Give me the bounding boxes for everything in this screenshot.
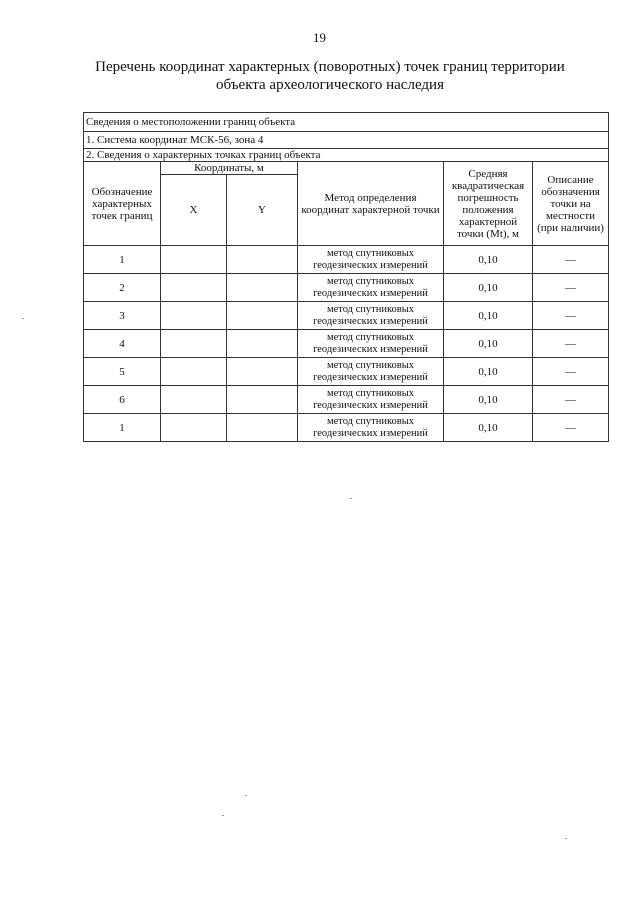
- method-cell: метод спутниковых геодезических измерений: [298, 414, 444, 442]
- header-method: Метод определения координат характерной точки: [298, 162, 444, 246]
- coord-x: [161, 414, 227, 442]
- table-row: [84, 386, 609, 414]
- error-cell: 0,10: [444, 358, 533, 386]
- error-cell: 0,10: [444, 302, 533, 330]
- scan-speck: [22, 318, 24, 319]
- error-cell: 0,10: [444, 386, 533, 414]
- point-number: 5: [84, 358, 161, 386]
- method-cell: метод спутниковых геодезических измерений: [298, 330, 444, 358]
- page-number: 19: [313, 30, 326, 45]
- table-row: [84, 358, 609, 386]
- coord-y: [227, 386, 298, 414]
- description-cell: —: [533, 330, 609, 358]
- error-cell: 0,10: [444, 274, 533, 302]
- scan-speck: [350, 498, 352, 499]
- coord-x: [161, 330, 227, 358]
- coord-y: [227, 414, 298, 442]
- description-cell: —: [533, 302, 609, 330]
- method-cell: метод спутниковых геодезических измерений: [298, 386, 444, 414]
- coordinate-system: 1. Система координат МСК-56, зона 4: [84, 132, 609, 149]
- scan-speck: [222, 815, 224, 816]
- header-y: Y: [227, 175, 298, 246]
- error-cell: 0,10: [444, 414, 533, 442]
- header-coordinates: Координаты, м: [161, 162, 298, 175]
- header-designation: Обозначение характерных точек границ: [84, 162, 161, 246]
- points-header: 2. Сведения о характерных точках границ объекта: [84, 149, 609, 162]
- description-cell: —: [533, 414, 609, 442]
- description-cell: —: [533, 386, 609, 414]
- document-title: [60, 58, 600, 94]
- coord-y: [227, 302, 298, 330]
- coord-x: [161, 246, 227, 274]
- scan-speck: [245, 795, 247, 796]
- coord-x: [161, 274, 227, 302]
- error-cell: 0,10: [444, 330, 533, 358]
- header-description: Описание обозначения точки на местности (при наличии): [533, 162, 609, 246]
- coordinates-table: [83, 112, 609, 442]
- title-line-1: Перечень координат характерных (поворотных) точек границ территории: [95, 59, 565, 75]
- coord-x: [161, 302, 227, 330]
- error-cell: 0,10: [444, 246, 533, 274]
- description-cell: —: [533, 246, 609, 274]
- header-error: Средняя квадратическая погрешность положения характерной точки (Mt), м: [444, 162, 533, 246]
- point-number: 2: [84, 274, 161, 302]
- coord-x: [161, 386, 227, 414]
- table-row: [84, 274, 609, 302]
- point-number: 6: [84, 386, 161, 414]
- coord-x: [161, 358, 227, 386]
- method-cell: метод спутниковых геодезических измерений: [298, 274, 444, 302]
- point-number: 3: [84, 302, 161, 330]
- point-number: 1: [84, 246, 161, 274]
- method-cell: метод спутниковых геодезических измерений: [298, 358, 444, 386]
- table-row: [84, 246, 609, 274]
- point-number: 1: [84, 414, 161, 442]
- method-cell: метод спутниковых геодезических измерений: [298, 302, 444, 330]
- point-number: 4: [84, 330, 161, 358]
- header-x: X: [161, 175, 227, 246]
- coord-y: [227, 358, 298, 386]
- coord-y: [227, 274, 298, 302]
- description-cell: —: [533, 274, 609, 302]
- coord-y: [227, 330, 298, 358]
- section-header: Сведения о местоположении границ объекта: [84, 113, 609, 132]
- method-cell: метод спутниковых геодезических измерений: [298, 246, 444, 274]
- coord-y: [227, 246, 298, 274]
- table-row: [84, 302, 609, 330]
- table-row: [84, 414, 609, 442]
- description-cell: —: [533, 358, 609, 386]
- title-line-2: объекта археологического наследия: [216, 77, 444, 93]
- scan-speck: [565, 838, 567, 839]
- table-row: [84, 330, 609, 358]
